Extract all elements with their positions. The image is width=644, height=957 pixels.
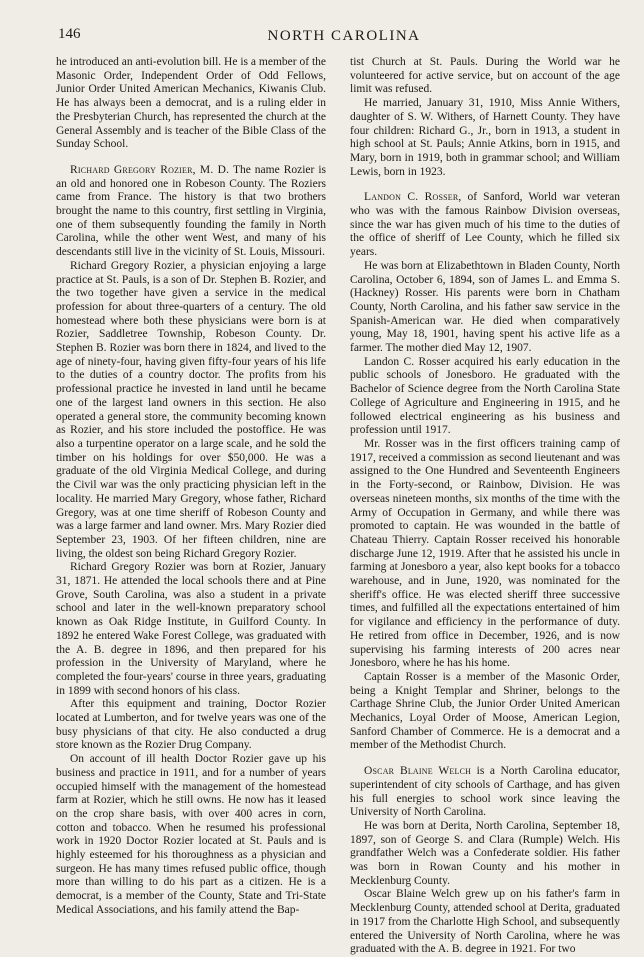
paragraph-text: is a North Carolina educator, superintendent of city schools of Carthage, and has given his full energies to school work since leaving the University of North Carolina.	[350, 765, 620, 819]
page-number: 146	[58, 26, 81, 42]
paragraph-text: Mr. Rosser was in the first officers training camp of 1917, received a commission as second lieutenant and was assigned to the One Hundred and Seventeenth Engineers in the Forty-second, or Rainbow, Division. He was overseas nineteen months, six months of the time with the Army of Occupation in Germany, and while there was promoted to captain. He was wounded in the battle of Chateau Thierry. Captain Rosser received his honorable discharge June 12, 1919. After that he assisted his uncle in farming at Jonesboro a year, also kept books for a tobacco warehouse, and in June, 1920, was nominated for the sheriff's office. He was elected sheriff three successive times, and fulfilled all the expectations entertained of him for vigilance and efficiency in the performance of duty. He retired from office in December, 1926, and is now supervising his farming interests of 200 acres near Jonesboro, where he has his home.	[350, 437, 620, 670]
paragraph-text: he introduced an anti-evolution bill. He is a member of the Masonic Order, Independent Order of Odd Fellows, Junior Order United American Mechanics, Kiwanis Club. He has always been a democrat, and is a ruling elder in the Presbyterian Church, has represented the church at the General Assembly and is teacher of the Bible Class of the Sunday School.	[56, 56, 326, 151]
paragraph	[56, 698, 326, 753]
paragraph-text: tist Church at St. Pauls. During the World war he volunteered for active service, but on account of the age limit was refused.	[350, 56, 620, 96]
running-head: NORTH CAROLINA	[267, 28, 421, 44]
paragraph	[56, 561, 326, 698]
paragraph-text: He married, January 31, 1910, Miss Annie Withers, daughter of S. W. Withers, of Harnett County. They have four children: Richard G., Jr., born in 1913, a student in high school at St. Pauls; Annie Atkins, born in 1915, and Mary, born in 1919, both in grammar school; and William Lewis, born in 1923.	[350, 97, 620, 178]
paragraph-text: The name Rozier is an old and honored one in Robeson County. The Roziers came from France. The history is that two brothers brought the name to this country, first settling in Virginia, one of them subsequently founding the family in North Carolina, while the other went West, and many of his descendants still live in the vicinity of St. Louis, Missouri.	[56, 163, 326, 259]
paragraph-continued	[350, 56, 620, 97]
paragraph-text: After this equipment and training, Doctor Rozier located at Lumberton, and for twelve years was one of the busy physicians of that city. He also conducted a drug store known as the Rozier Drug Company.	[56, 698, 326, 752]
paragraph-text: He was born at Derita, North Carolina, September 18, 1897, son of George S. and Clara (Rumple) Welch. His grandfather Welch was a Confederate soldier. His father was born in Rowan County and his mother in Mecklenburg County.	[350, 819, 620, 887]
biography-entry-start	[56, 164, 326, 260]
paragraph-continued	[56, 56, 326, 152]
paragraph	[350, 260, 620, 356]
paragraph-text: Landon C. Rosser acquired his early education in the public schools of Jonesboro. He graduated with the Bachelor of Science degree from the North Carolina State College of Agriculture and Engineering in 1915, and he followed electrical engineering as his business and profession until 1917.	[350, 355, 620, 437]
paragraph	[350, 356, 620, 438]
paragraph	[350, 820, 620, 889]
paragraph-text: On account of ill health Doctor Rozier gave up his business and practice in 1911, and for a number of years occupied himself with the management of the homestead farm at Rozier, which he still owns. He now has it leased on the crop share basis, with over 400 acres in corn, cotton and tobacco. When he resumed his professional work in 1920 Doctor Rozier located at St. Pauls and is highly esteemed for his thoroughness as a physician and surgeon. He has many times refused public office, though more than willing to do his part as a citizen. He is a democrat, is a member of the County, State and Tri-State Medical Associations, and his family attend the Bap-	[56, 753, 326, 916]
biography-entry-start	[350, 191, 620, 260]
paragraph-text: Richard Gregory Rozier was born at Rozier, January 31, 1871. He attended the local schools there and at Pine Grove, South Carolina, was also a student in a private school and later in the well-known preparatory school known as Oak Ridge Institute, in Guilford County. In 1892 he entered Wake Forest College, was graduated with the A. B. degree in 1896, and then prepared for his profession in the University of Maryland, where he completed the four-years' course in three years, graduating in 1899 with second honors of his class.	[56, 561, 326, 697]
paragraph-text: Captain Rosser is a member of the Masonic Order, being a Knight Templar and Shriner, belongs to the Carthage Shrine Club, the Junior Order United American Mechanics, Loyal Order of Moose, American Legion, Sanford Chamber of Commerce. He is a democrat and a member of the Methodist Church.	[350, 670, 620, 752]
paragraph-text: He was born at Elizabethtown in Bladen County, North Carolina, October 6, 1894, son of James L. and Emma S. (Hackney) Rosser. His parents were born in Chatham County, North Carolina, and his father saw service in the Spanish-American war. He died when comparatively young, May 18, 1901, having spent his active life as a farmer. The mother died May 12, 1907.	[350, 259, 620, 355]
paragraph-text: Oscar Blaine Welch grew up on his father's farm in Mecklenburg County, attended school at Derita, graduated in 1917 from the Charlotte High School, and subsequently entered the University of North Carolina, where he was graduated with the A. B. degree in 1921. For two	[350, 888, 620, 956]
paragraph	[350, 888, 620, 957]
left-column	[56, 56, 326, 918]
subject-name: Richard Gregory Rozier, M. D.	[70, 163, 230, 176]
subject-name: Landon C. Rosser,	[364, 191, 462, 204]
paragraph	[56, 260, 326, 561]
paragraph	[350, 438, 620, 671]
right-column	[350, 56, 620, 957]
paragraph	[350, 97, 620, 179]
biography-entry-start	[350, 765, 620, 820]
paragraph	[56, 753, 326, 917]
subject-name: Oscar Blaine Welch	[364, 765, 472, 778]
paragraph	[350, 671, 620, 753]
page-header	[58, 26, 630, 48]
paragraph-text: Richard Gregory Rozier, a physician enjoying a large practice at St. Pauls, is a son of Dr. Stephen B. Rozier, and the two together have given a service in the medical profession for about three-quarters of a century. The old homestead where both these physicians were born is at Rozier, Saddletree Township, Robeson County. Dr. Stephen B. Rozier was born there in 1824, and lived to the age of ninety-four, having given fifty-four years of his life to the duties of a country doctor. The profits from his professional practice he invested in land until he became one of the largest land owners in this section. He also operated a general store, the community becoming known as Rozier, and his store included the postoffice. He was also a turpentine operator on a large scale, and he sold the timber on his holdings for over $50,000. He was a graduate of the old Virginia Medical College, and during the Civil war was the only practicing physician left in the locality. He married Mary Gregory, whose father, Richard Gregory, was at one time sheriff of Robeson County and was a large farmer and land owner. Mrs. Mary Rozier died September 23, 1903. Of her fifteen children, nine are living, the oldest son being Richard Gregory Rozier.	[56, 259, 326, 560]
paragraph-text: of Sanford, World war veteran who was with the famous Rainbow Division overseas, since the war has given much of his time to the duties of the office of sheriff of Lee County, which he filled six years.	[350, 191, 620, 259]
